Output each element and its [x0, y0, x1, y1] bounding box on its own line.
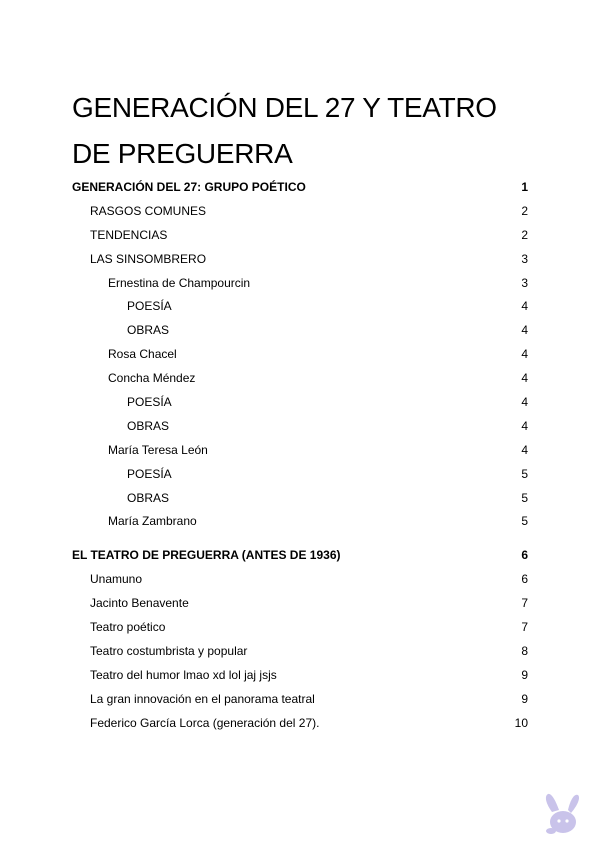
toc-entry-label: LAS SINSOMBRERO [90, 251, 207, 266]
toc-entry-page-number: 9 [521, 691, 528, 706]
toc-entry-page-number: 7 [521, 596, 528, 611]
toc-entry-page-number: 4 [521, 442, 528, 457]
toc-entry-label: Rosa Chacel [108, 347, 177, 362]
toc-entry[interactable] [72, 276, 528, 300]
toc-entry-label: POESÍA [127, 466, 172, 481]
toc-entry-label: Teatro costumbrista y popular [90, 643, 248, 658]
toc-entry-page-number: 5 [521, 490, 528, 505]
toc-entry[interactable] [72, 572, 528, 596]
toc-entry-label: La gran innovación en el panorama teatral [90, 691, 315, 706]
toc-entry[interactable] [72, 716, 528, 740]
toc-entry-label: María Teresa León [108, 442, 208, 457]
toc-entry-label: TENDENCIAS [90, 227, 168, 242]
toc-entry-page-number: 4 [521, 395, 528, 410]
table-of-contents [72, 180, 528, 739]
toc-entry-page-number: 6 [521, 548, 528, 563]
toc-entry-label: POESÍA [127, 299, 172, 314]
toc-entry-label: Concha Méndez [108, 371, 196, 386]
toc-entry-page-number: 5 [521, 466, 528, 481]
toc-entry[interactable] [72, 596, 528, 620]
toc-entry[interactable] [72, 692, 528, 716]
toc-entry-label: Teatro poético [90, 620, 166, 635]
toc-entry-label: Unamuno [90, 572, 143, 587]
toc-entry-page-number: 2 [521, 227, 528, 242]
toc-entry[interactable] [72, 323, 528, 347]
toc-entry-page-number: 2 [521, 203, 528, 218]
toc-entry-label: EL TEATRO DE PREGUERRA (ANTES DE 1936) [72, 548, 341, 563]
toc-entry[interactable] [72, 395, 528, 419]
toc-entry-label: OBRAS [127, 490, 170, 505]
toc-entry-label: Teatro del humor lmao xd lol jaj jsjs [90, 667, 277, 682]
toc-entry-label: OBRAS [127, 323, 170, 338]
toc-entry-page-number: 4 [521, 299, 528, 314]
toc-entry[interactable] [72, 204, 528, 228]
toc-entry[interactable] [72, 252, 528, 276]
toc-entry-page-number: 5 [521, 514, 528, 529]
toc-entry-page-number: 1 [521, 180, 528, 194]
toc-entry-label: Ernestina de Champourcin [108, 275, 251, 290]
toc-entry[interactable] [72, 548, 528, 572]
toc-entry[interactable] [72, 371, 528, 395]
toc-entry[interactable] [72, 514, 528, 538]
toc-entry-label: POESÍA [127, 395, 172, 410]
toc-entry-page-number: 7 [521, 620, 528, 635]
toc-entry-label: OBRAS [127, 418, 170, 433]
toc-entry-page-number: 3 [521, 251, 528, 266]
toc-entry-page-number: 3 [521, 275, 528, 290]
toc-entry-label: Jacinto Benavente [90, 596, 189, 611]
toc-entry[interactable] [72, 620, 528, 644]
toc-entry[interactable] [72, 228, 528, 252]
toc-entry[interactable] [72, 443, 528, 467]
toc-entry-page-number: 10 [514, 715, 528, 730]
toc-entry[interactable] [72, 299, 528, 323]
toc-entry[interactable] [72, 491, 528, 515]
toc-entry-page-number: 9 [521, 667, 528, 682]
bunny-logo-icon [538, 790, 586, 838]
toc-entry-page-number: 8 [521, 643, 528, 658]
toc-entry-page-number: 6 [521, 572, 528, 587]
toc-entry-page-number: 4 [521, 371, 528, 386]
toc-entry[interactable] [72, 467, 528, 491]
toc-entry[interactable] [72, 419, 528, 443]
toc-entry-page-number: 4 [521, 323, 528, 338]
toc-entry-label: Federico García Lorca (generación del 27). [90, 715, 320, 730]
toc-entry[interactable] [72, 644, 528, 668]
toc-entry-page-number: 4 [521, 418, 528, 433]
document-title: GENERACIÓN DEL 27 Y TEATRO DE PREGUERRA [72, 91, 497, 169]
toc-entry-label: GENERACIÓN DEL 27: GRUPO POÉTICO [72, 180, 306, 194]
toc-entry-label: María Zambrano [108, 514, 197, 529]
toc-entry-page-number: 4 [521, 347, 528, 362]
toc-entry[interactable] [72, 347, 528, 371]
toc-entry-label: RASGOS COMUNES [90, 203, 207, 218]
toc-entry[interactable] [72, 668, 528, 692]
toc-entry[interactable] [72, 180, 528, 204]
